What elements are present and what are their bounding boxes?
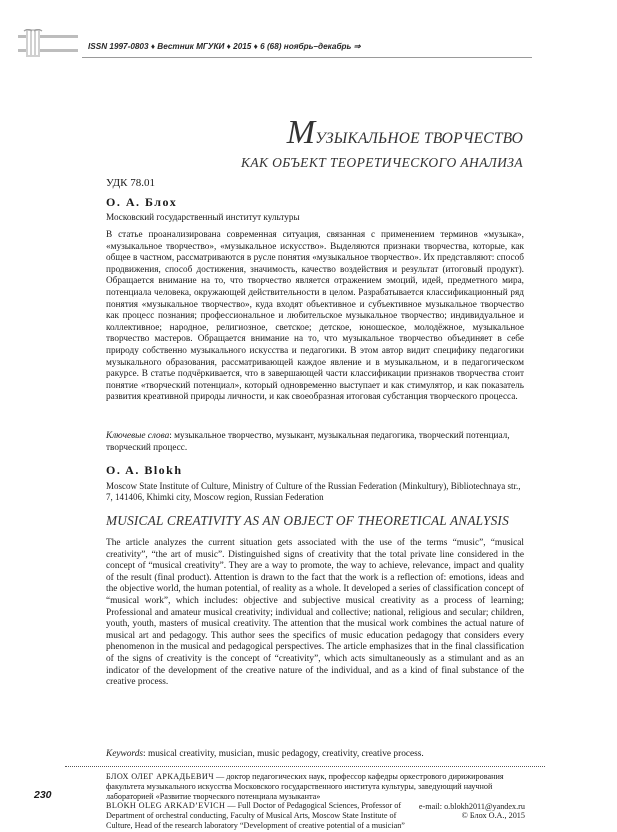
bio-ru-name: БЛОХ ОЛЕГ АРКАДЬЕВИЧ	[106, 772, 214, 781]
journal-name: Вестник МГУКИ	[157, 42, 225, 51]
abstract-en: The article analyzes the current situation gets associated with the use of the terms “music”, “musical creativity”, “the art of music”. Distinguished signs of creativity that the total private line considered in the concept of “musical creativity”. They are a way to promote, the way to achieve, relevance, impact and quality of the result (final product). Attention is drawn to the fact that the work is a reflection of: emotions, ideas and the objective world, the human potential, of reality as a whole. It developed a series of classification concept of “musical work”, which includes: objective and subjective musical creativity as a process of learning; Professional and amateur musical creativity; individual and collective; national, religious and secular; children, youth, youth, masters of musical creativity. The attention that the musical work combines the actual nature of musical art and pedagogy. This author sees the specifics of music education pedagogy that considers every phenomenon in the musical and pedagogical perspectives. The article emphasizes that in the final classification of the signs of creativity is the concept of “creativity”, which acts simultaneously as a stimulant and as an indicator of the development of the creative nature of the individual, and as a kind of final substance of the creative process.	[106, 538, 524, 688]
udk-code: УДК 78.01	[106, 177, 156, 189]
title-initial: М	[286, 114, 316, 151]
year: 2015	[233, 42, 252, 51]
issn: ISSN 1997-0803	[88, 42, 149, 51]
footer-divider	[65, 766, 545, 767]
journal-logo-icon	[18, 29, 78, 57]
keywords-en-text: : musical creativity, musician, music pedagogy, creativity, creative process.	[143, 749, 424, 759]
journal-header	[88, 41, 498, 51]
article-title-en: MUSICAL CREATIVITY AS AN OBJECT OF THEORETICAL ANALYSIS	[106, 513, 509, 528]
bio-en-name: BLOKH OLEG ARKAD’EVICH	[106, 801, 226, 810]
arrow-icon: ⇒	[353, 42, 361, 51]
author-bio-en	[106, 801, 406, 832]
title-line-2: КАК ОБЪЕКТ ТЕОРЕТИЧЕСКОГО АНАЛИЗА	[241, 155, 523, 170]
separator-icon: ♦	[253, 42, 258, 51]
issue: 6 (68) ноябрь–декабрь	[260, 42, 352, 51]
separator-icon: ♦	[150, 42, 156, 51]
bio-ru-text: — доктор педагогических наук, профессор кафедры оркестрового дирижирования факультета музыкального искусства Московского государственного института культуры, заведующий научной лабораторией «Развитие творческого потенциала музыканта»	[106, 772, 504, 802]
header-divider	[82, 57, 532, 58]
separator-icon: ♦	[226, 42, 231, 51]
keywords-ru-label: Ключевые слова	[106, 431, 170, 441]
keywords-ru-text: : музыкальное творчество, музыкант, музыкальная педагогика, творческий потенциал, творческий процесс.	[106, 431, 510, 453]
author-ru: О. А. Блох	[106, 195, 178, 209]
institution-ru: Московский государственный институт культуры	[106, 212, 300, 222]
keywords-en-label: Keywords	[106, 749, 144, 759]
author-bio-ru	[106, 772, 526, 803]
abstract-ru: В статье проанализирована современная ситуация, связанная с применением терминов «музыка», «музыкальное творчество», «музыкальное искусство». Выделяются признаки творчества, которые, как общее в частном, рассматриваются в русле понятия «музыкальное творчество». Их представляют: способ продвижения, способ достижения, значимость, качество воздействия и результат (итоговый продукт). Обращается внимание на то, что творчество является отражением эмоций, идей, предметного мира, потенциала человека, окружающей действительности в целом. Разрабатывается классификационный ряд понятия «музыкальное творчество», куда входят объективное и субъективное музыкальное творчество как процесс познания; профессиональное и любительское музыкальное творчество; индивидуальное и коллективное; народное, религиозное, светское; детское, юношеское, молодёжное, музыкальное творчество мастеров. Обращается внимание на то, что музыкальное творчество объединяет в себе природу собственно музыкального искусства и педагогики. В этом автор видит специфику педагогики музыкального образования, рассматривающей каждое явление и в музыкальном, и в педагогическом ракурсе. В статье подчёркивается, что в завершающей части классификации признаков творчества стоит понятие «творческий потенциал», который одновременно выступает и как стимулятор, и как показатель развития креативной природы личности, и как своеобразная итоговая субстанция творческого процесса.	[106, 230, 524, 403]
title-line-1-rest: УЗЫКАЛЬНОЕ ТВОРЧЕСТВО	[315, 130, 523, 147]
author-en: O. A. Blokh	[106, 463, 183, 477]
bio-en-text: — Full Doctor of Pedagogical Sciences, Professor of Department of orchestral conducting, Faculty of Musical Arts, Moscow State Institute of Culture, Head of the research laboratory “Development of creative potential of a musician”	[106, 801, 405, 831]
author-email[interactable]: e-mail: o.blokh2011@yandex.ru	[418, 802, 525, 811]
article-title-ru	[150, 114, 523, 171]
institution-en: Moscow State Institute of Culture, Ministry of Culture of the Russian Federation (Minkultury), Bibliotechnaya str., 7, 141406, Khimki city, Moscow region, Russian Federation	[106, 481, 521, 502]
keywords-en	[106, 749, 524, 761]
keywords-ru	[106, 431, 524, 454]
page-number: 230	[34, 789, 52, 801]
title-line-1	[150, 114, 523, 151]
copyright: © Блох О.А., 2015	[461, 811, 525, 820]
